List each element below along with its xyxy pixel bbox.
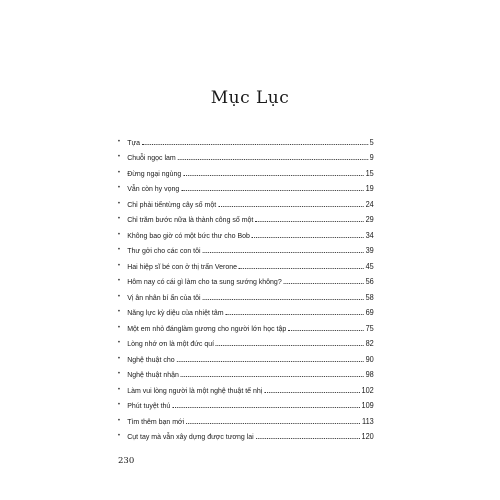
dot-leader (239, 267, 364, 269)
dot-leader (216, 344, 364, 346)
toc-entry-page: 9 (369, 153, 374, 162)
bullet-icon: • (118, 371, 120, 377)
toc-entry-title: Chỉ trăm bước nữa là thành công số một (127, 215, 254, 224)
bullet-icon: • (118, 340, 120, 346)
toc-entry-title: Làm vui lòng người là một nghệ thuật tế nhị (127, 385, 263, 395)
toc-entry-page: 98 (365, 370, 374, 379)
bullet-icon: • (118, 231, 120, 238)
bullet-icon: • (118, 433, 120, 439)
dot-leader (225, 313, 363, 315)
toc-entry-title: Chỉ phải tiếntừng cây số một (127, 199, 217, 209)
page-title: Mục Lục (210, 88, 290, 108)
bullet-icon: • (118, 355, 120, 362)
dot-leader (181, 189, 364, 191)
toc-entry (118, 178, 374, 194)
toc-entry (118, 426, 374, 442)
toc-entry-page: 15 (365, 168, 374, 178)
dot-leader (186, 422, 360, 424)
bullet-icon: • (118, 417, 120, 424)
toc-entry (118, 209, 374, 225)
bullet-icon: • (118, 138, 120, 145)
dot-leader (255, 220, 364, 222)
toc-entry-page: 39 (365, 246, 374, 255)
bullet-icon: • (118, 169, 120, 176)
toc-entry-title: Vẫn còn hy vọng (127, 184, 180, 193)
toc-entry-page: 82 (365, 339, 374, 348)
toc-entry (118, 193, 374, 209)
dot-leader (178, 158, 368, 160)
dot-leader (284, 282, 364, 284)
toc-entry-title: Đừng ngại ngùng (127, 168, 182, 178)
toc-entry-title: Hai hiệp sĩ bé con ở thị trấn Verone (127, 261, 238, 271)
toc-entry-title: Hôm nay có cái gì làm cho ta sung sướng không? (127, 277, 282, 286)
toc-entry (118, 317, 374, 333)
toc-entry-title: Chuỗi ngọc lam (127, 153, 176, 162)
toc-entry (118, 162, 374, 178)
dot-leader (202, 251, 363, 253)
toc-entry-page: 5 (369, 137, 374, 147)
dot-leader (256, 437, 360, 439)
toc-entry-title: Lòng nhớ ơn là một đức quí (127, 339, 215, 348)
toc-entry-title: Một em nhỏ đánglàm gương cho người lớn học tập (127, 323, 287, 333)
toc-entry-title: Phút tuyệt thú (127, 401, 171, 410)
toc-entry-title: Vị ân nhân bí ẩn của tôi (127, 292, 201, 302)
table-of-contents (118, 131, 374, 441)
toc-entry (118, 271, 374, 287)
toc-entry-page: 109 (361, 401, 374, 410)
bullet-icon: • (118, 386, 120, 393)
toc-entry-title: Tìm thêm bạn mới (127, 416, 185, 426)
dot-leader (183, 174, 364, 176)
toc-entry (118, 131, 374, 147)
bullet-icon: • (118, 216, 120, 222)
toc-entry (118, 348, 374, 364)
page-number: 230 (118, 456, 135, 466)
toc-entry-page: 120 (361, 432, 374, 441)
dot-leader (288, 329, 364, 331)
dot-leader (252, 236, 364, 238)
toc-entry (118, 224, 374, 240)
toc-entry-title: Cụt tay mà vẫn xây dựng được tương lai (127, 432, 254, 441)
bullet-icon: • (118, 402, 120, 408)
dot-leader (172, 406, 359, 408)
toc-entry-page: 90 (365, 354, 374, 364)
toc-entry (118, 364, 374, 380)
toc-entry (118, 410, 374, 426)
bullet-icon: • (118, 293, 120, 300)
dot-leader (142, 143, 368, 145)
toc-entry-page: 69 (365, 308, 374, 317)
dot-leader (176, 360, 363, 362)
bullet-icon: • (118, 324, 120, 331)
toc-entry-page: 56 (365, 277, 374, 286)
bullet-icon: • (118, 262, 120, 269)
toc-entry (118, 379, 374, 395)
toc-entry-title: Năng lực kỳ diệu của nhiệt tâm (127, 308, 224, 317)
bullet-icon: • (118, 154, 120, 160)
toc-entry-title: Không bao giờ có một bức thư cho Bob (127, 230, 250, 240)
toc-entry (118, 302, 374, 318)
toc-entry-title: Tựa (127, 137, 141, 147)
dot-leader (264, 391, 359, 393)
toc-entry (118, 255, 374, 271)
toc-entry-page: 45 (365, 261, 374, 271)
toc-entry (118, 147, 374, 163)
toc-entry-page: 102 (361, 385, 374, 395)
toc-entry-title: Nghệ thuật cho (127, 354, 175, 364)
toc-entry-page: 24 (365, 199, 374, 209)
toc-entry-page: 19 (365, 184, 374, 193)
toc-entry-title: Thư gởi cho các con tôi (127, 246, 201, 255)
toc-entry (118, 286, 374, 302)
dot-leader (218, 205, 364, 207)
dot-leader (181, 375, 364, 377)
bullet-icon: • (118, 247, 120, 253)
dot-leader (202, 298, 363, 300)
toc-entry (118, 333, 374, 349)
toc-entry-page: 113 (362, 416, 374, 426)
bullet-icon: • (118, 309, 120, 315)
toc-entry-page: 34 (365, 230, 374, 240)
toc-entry-page: 29 (365, 215, 374, 224)
bullet-icon: • (118, 278, 120, 284)
bullet-icon: • (118, 200, 120, 207)
toc-entry-page: 58 (365, 292, 374, 302)
toc-entry-title: Nghệ thuật nhận (127, 370, 179, 379)
toc-entry-page: 75 (365, 323, 374, 333)
toc-entry (118, 395, 374, 411)
toc-entry (118, 240, 374, 256)
bullet-icon: • (118, 185, 120, 191)
